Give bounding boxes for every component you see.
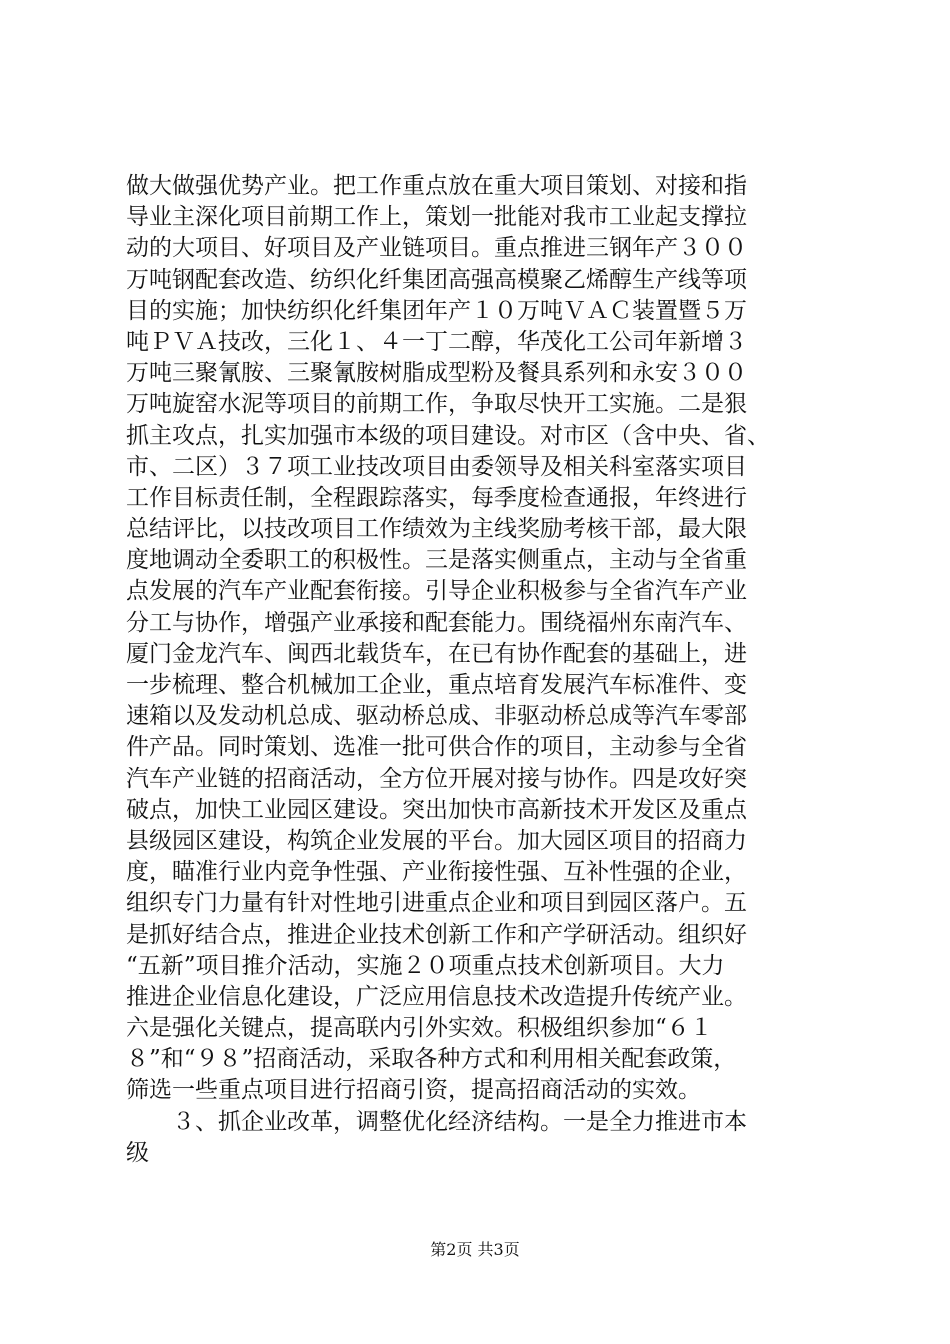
text-line: “五新”项目推介活动，实施２０项重点技术创新项目。大力 [126,952,725,979]
text-line: 组织专门力量有针对性地引进重点企业和项目到园区落户。五 [126,890,747,917]
text-line: 导业主深化项目前期工作上，策划一批能对我市工业起支撑拉 [126,204,747,231]
text-line: 破点，加快工业园区建设。突出加快市高新技术开发区及重点 [126,796,747,823]
text-line: 县级园区建设，构筑企业发展的平台。加大园区项目的招商力 [126,827,747,854]
text-line: 推进企业信息化建设，广泛应用信息技术改造提升传统产业。 [126,983,747,1010]
text-line: 是抓好结合点，推进企业技术创新工作和产学研活动。组织好 [126,921,747,948]
text-line: 级 [126,1139,149,1166]
text-line: 分工与协作，增强产业承接和配套能力。围绕福州东南汽车、 [126,609,747,636]
text-line: ３、抓企业改革，调整优化经济结构。一是全力推进市本 [126,1108,747,1135]
text-line: 件产品。同时策划、选准一批可供合作的项目，主动参与全省 [126,734,747,761]
text-line: 万吨三聚氰胺、三聚氰胺树脂成型粉及餐具系列和永安３００ [126,360,747,387]
text-line: 速箱以及发动机总成、驱动桥总成、非驱动桥总成等汽车零部 [126,703,747,730]
text-line: 工作目标责任制，全程跟踪落实，每季度检查通报，年终进行 [126,484,747,511]
text-line: 厦门金龙汽车、闽西北载货车，在已有协作配套的基础上，进 [126,640,747,667]
page-footer [0,1240,950,1260]
page-number-label: 第2页 共3页 [430,1240,520,1259]
text-line: 吨ＰＶＡ技改，三化１、４一丁二醇，华茂化工公司年新增３ [126,328,747,355]
text-line: 总结评比，以技改项目工作绩效为主线奖励考核干部，最大限 [126,516,747,543]
text-line: 筛选一些重点项目进行招商引资，提高招商活动的实效。 [126,1077,701,1104]
text-line: 六是强化关键点，提高联内引外实效。积极组织参加“６１ [126,1015,713,1042]
text-line: 度地调动全委职工的积极性。三是落实侧重点，主动与全省重 [126,547,747,574]
text-line: 点发展的汽车产业配套衔接。引导企业积极参与全省汽车产业 [126,578,747,605]
body-text [126,171,846,1169]
text-line: ８”和“９８”招商活动，采取各种方式和利用相关配套政策， [126,1046,737,1073]
text-line: 汽车产业链的招商活动，全方位开展对接与协作。四是攻好突 [126,765,747,792]
text-line: 目的实施；加快纺织化纤集团年产１０万吨ＶＡＣ装置暨５万 [126,297,747,324]
text-line: 度，瞄准行业内竞争性强、产业衔接性强、互补性强的企业， [126,859,747,886]
text-line: 一步梳理、整合机械加工企业，重点培育发展汽车标准件、变 [126,672,747,698]
text-line: 抓主攻点，扎实加强市本级的项目建设。对市区（含中央、省、 [126,422,770,449]
text-line: 市、二区）３７项工业技改项目由委领导及相关科室落实项目 [126,453,747,480]
text-line: 做大做强优势产业。把工作重点放在重大项目策划、对接和指 [126,173,747,199]
text-line: 万吨钢配套改造、纺织化纤集团高强高模聚乙烯醇生产线等项 [126,266,747,293]
text-line: 万吨旋窑水泥等项目的前期工作，争取尽快开工实施。二是狠 [126,391,747,418]
text-line: 动的大项目、好项目及产业链项目。重点推进三钢年产３００ [126,235,747,262]
